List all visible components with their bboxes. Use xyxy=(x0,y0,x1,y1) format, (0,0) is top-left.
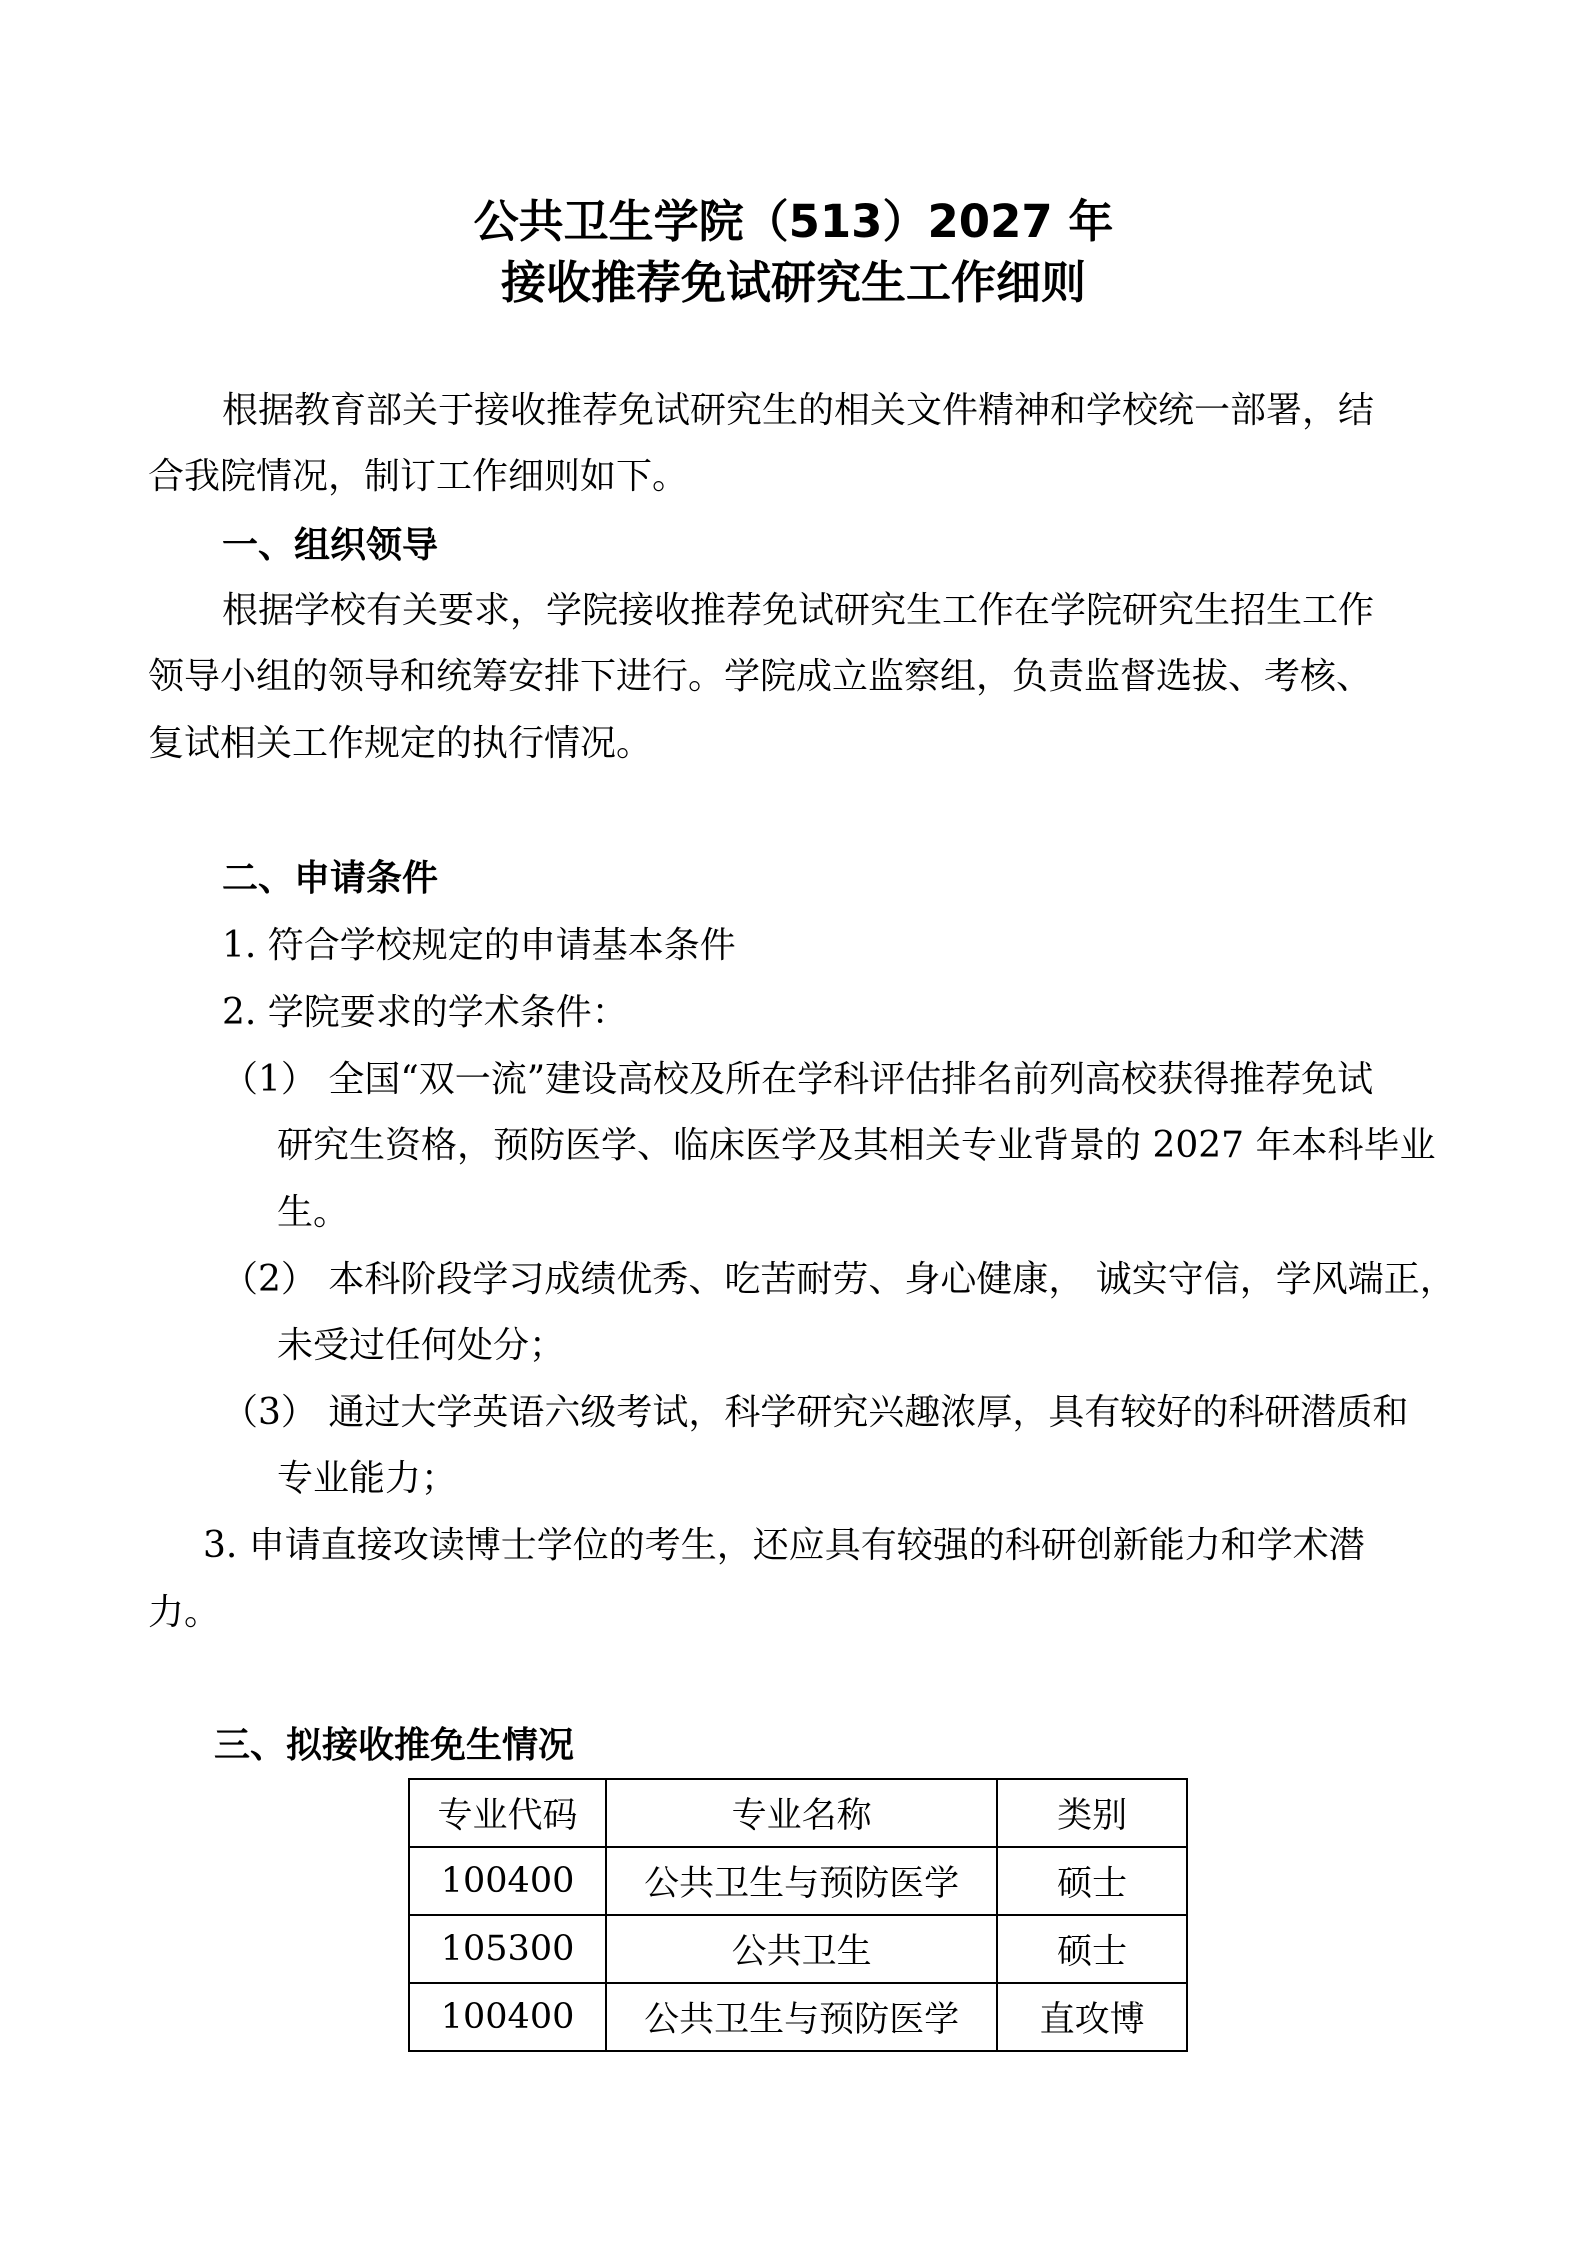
table-header-row xyxy=(409,1779,1187,1847)
document-title-line2: 接收推荐免试研究生工作细则 xyxy=(500,256,1086,309)
major-name-cell: 公共卫生与预防医学 xyxy=(606,1983,997,2051)
header-major-code: 专业代码 xyxy=(409,1779,606,1847)
requirement-sub-2-line-2: 未受过任何处分； xyxy=(277,1325,566,1366)
major-code-cell: 105300 xyxy=(409,1915,606,1983)
header-major-name: 专业名称 xyxy=(606,1779,997,1847)
table-row xyxy=(409,1983,1187,2051)
requirement-sub-3-line-1: （3） 通过大学英语六级考试，科学研究兴趣浓厚，具有较好的科研潜质和 xyxy=(222,1392,1409,1433)
majors-table xyxy=(408,1778,1188,2052)
requirement-sub-3-line-2: 专业能力； xyxy=(277,1458,458,1499)
document-title-line1: 公共卫生学院（513）2027 年 xyxy=(473,195,1114,248)
category-cell: 硕士 xyxy=(997,1915,1187,1983)
section1-line-2: 领导小组的领导和统筹安排下进行。学院成立监察组，负责监督选拔、考核、 xyxy=(148,656,1373,697)
requirement-item-1: 1. 符合学校规定的申请基本条件 xyxy=(222,925,736,966)
requirement-item-3-line-2: 力。 xyxy=(148,1592,221,1633)
table-row xyxy=(409,1915,1187,1983)
section1-line-1: 根据学校有关要求，学院接收推荐免试研究生工作在学院研究生招生工作 xyxy=(222,590,1375,631)
requirement-sub-2-line-1: （2） 本科阶段学习成绩优秀、吃苦耐劳、身心健康， 诚实守信，学风端正， xyxy=(222,1259,1456,1300)
intro-line-1: 根据教育部关于接收推荐免试研究生的相关文件精神和学校统一部署，结 xyxy=(222,390,1375,431)
section-heading-admission-plan: 三、拟接收推免生情况 xyxy=(214,1725,575,1766)
requirement-sub-1-line-3: 生。 xyxy=(277,1192,350,1233)
intro-line-2: 合我院情况，制订工作细则如下。 xyxy=(148,456,689,497)
requirement-item-3-line-1: 3. 申请直接攻读博士学位的考生，还应具有较强的科研创新能力和学术潜 xyxy=(203,1525,1365,1566)
category-cell: 直攻博 xyxy=(997,1983,1187,2051)
requirement-sub-1-line-1: （1） 全国“双一流”建设高校及所在学科评估排名前列高校获得推荐免试 xyxy=(222,1059,1374,1100)
major-code-cell: 100400 xyxy=(409,1983,606,2051)
requirement-item-2: 2. 学院要求的学术条件： xyxy=(222,992,628,1033)
table-row xyxy=(409,1847,1187,1915)
section1-line-3: 复试相关工作规定的执行情况。 xyxy=(148,723,653,764)
header-category: 类别 xyxy=(997,1779,1187,1847)
section-heading-organization: 一、组织领导 xyxy=(222,525,439,566)
category-cell: 硕士 xyxy=(997,1847,1187,1915)
major-name-cell: 公共卫生 xyxy=(606,1915,997,1983)
requirement-sub-1-line-2: 研究生资格，预防医学、临床医学及其相关专业背景的 2027 年本科毕业 xyxy=(277,1125,1436,1166)
major-code-cell: 100400 xyxy=(409,1847,606,1915)
major-name-cell: 公共卫生与预防医学 xyxy=(606,1847,997,1915)
section-heading-requirements: 二、申请条件 xyxy=(222,858,439,899)
